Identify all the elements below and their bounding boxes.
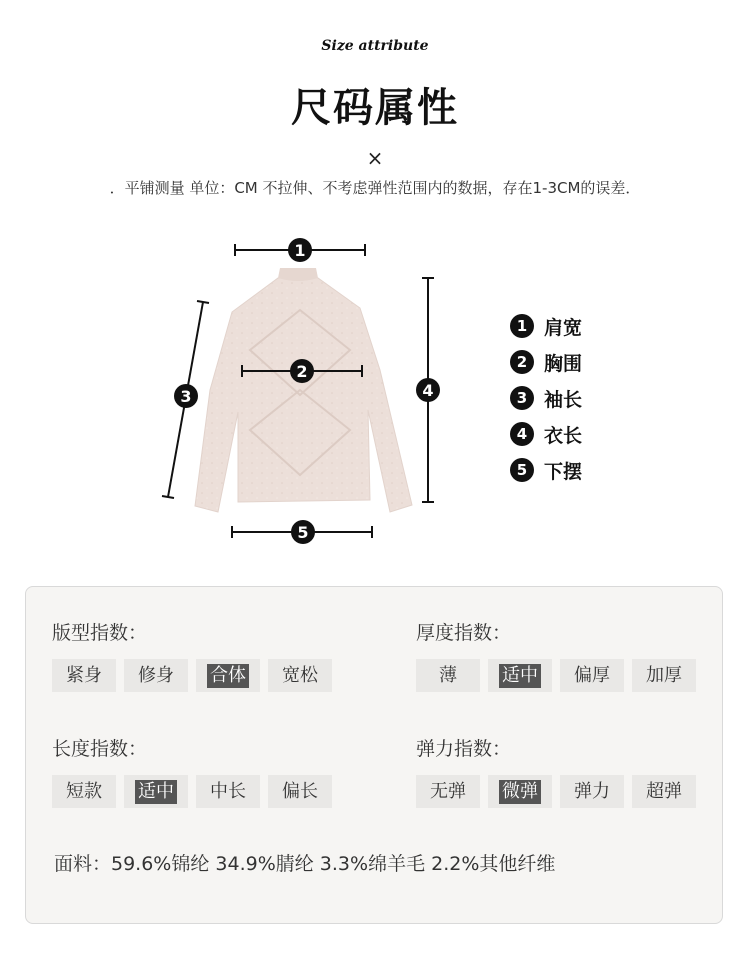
thickness-index-group bbox=[416, 619, 704, 692]
svg-text:2: 2 bbox=[296, 362, 308, 381]
sweater-collar bbox=[278, 268, 318, 281]
option-label: 宽松 bbox=[282, 664, 318, 686]
legend-item bbox=[510, 452, 582, 488]
length-option bbox=[196, 775, 260, 808]
length-option bbox=[124, 775, 188, 808]
elasticity-option bbox=[416, 775, 480, 808]
legend-item bbox=[510, 344, 582, 380]
legend-item bbox=[510, 416, 582, 452]
elasticity-index-title: 弹力指数： bbox=[416, 738, 512, 760]
legend-label: 袖长 bbox=[544, 388, 583, 411]
option-label: 适中 bbox=[135, 780, 177, 804]
elasticity-option bbox=[488, 775, 552, 808]
thickness-option bbox=[416, 659, 480, 692]
marker-5-hem bbox=[232, 520, 372, 544]
legend-label: 胸围 bbox=[544, 352, 583, 375]
fit-option bbox=[124, 659, 188, 692]
svg-text:4: 4 bbox=[422, 381, 434, 400]
option-label: 超弹 bbox=[646, 780, 682, 802]
option-label: 修身 bbox=[138, 664, 174, 686]
fit-option bbox=[268, 659, 332, 692]
fit-option bbox=[52, 659, 116, 692]
length-option bbox=[52, 775, 116, 808]
sweater-diagram bbox=[150, 230, 450, 550]
option-label: 紧身 bbox=[66, 664, 102, 686]
option-label: 偏长 bbox=[282, 780, 318, 802]
length-index-group bbox=[52, 735, 340, 808]
legend-number: 3 bbox=[510, 386, 534, 410]
legend-number: 5 bbox=[510, 458, 534, 482]
fabric-composition: 面料：59.6%锦纶 34.9%腈纶 3.3%绵羊毛 2.2%其他纤维 bbox=[54, 853, 556, 875]
option-label: 微弹 bbox=[499, 780, 541, 804]
legend-item bbox=[510, 380, 582, 416]
option-label: 薄 bbox=[439, 664, 457, 686]
fit-index-title: 版型指数： bbox=[52, 622, 148, 644]
measurement-legend bbox=[510, 308, 582, 488]
legend-number: 4 bbox=[510, 422, 534, 446]
thickness-option bbox=[560, 659, 624, 692]
option-label: 适中 bbox=[499, 664, 541, 688]
legend-item bbox=[510, 308, 582, 344]
measurement-note: ．平铺测量 单位：CM 不拉伸、不考虑弹性范围内的数据，存在1-3CM的误差． bbox=[109, 179, 641, 197]
legend-number: 2 bbox=[510, 350, 534, 374]
marker-4-length bbox=[416, 278, 440, 502]
elasticity-index-group bbox=[416, 735, 704, 808]
subtitle-en: Size attribute bbox=[321, 38, 429, 54]
sweater-illustration bbox=[150, 230, 450, 550]
attributes-panel bbox=[25, 586, 723, 924]
legend-number: 1 bbox=[510, 314, 534, 338]
legend-label: 下摆 bbox=[544, 460, 583, 483]
page-title: 尺码属性 bbox=[291, 85, 459, 131]
svg-text:1: 1 bbox=[294, 241, 306, 260]
option-label: 加厚 bbox=[646, 664, 682, 686]
svg-text:5: 5 bbox=[297, 523, 309, 542]
svg-text:3: 3 bbox=[180, 387, 192, 406]
option-label: 偏厚 bbox=[574, 664, 610, 686]
option-label: 短款 bbox=[66, 780, 102, 802]
thickness-index-title: 厚度指数： bbox=[416, 622, 512, 644]
legend-label: 衣长 bbox=[544, 424, 583, 447]
elasticity-option bbox=[632, 775, 696, 808]
option-label: 合体 bbox=[207, 664, 249, 688]
fit-option bbox=[196, 659, 260, 692]
option-label: 无弹 bbox=[430, 780, 466, 802]
marker-1-shoulder bbox=[235, 238, 365, 262]
length-index-title: 长度指数： bbox=[52, 738, 148, 760]
thickness-option bbox=[632, 659, 696, 692]
close-icon[interactable]: × bbox=[366, 146, 384, 170]
thickness-option bbox=[488, 659, 552, 692]
legend-label: 肩宽 bbox=[544, 316, 583, 339]
fit-index-group bbox=[52, 619, 340, 692]
length-option bbox=[268, 775, 332, 808]
option-label: 弹力 bbox=[574, 780, 610, 802]
elasticity-option bbox=[560, 775, 624, 808]
option-label: 中长 bbox=[210, 780, 246, 802]
